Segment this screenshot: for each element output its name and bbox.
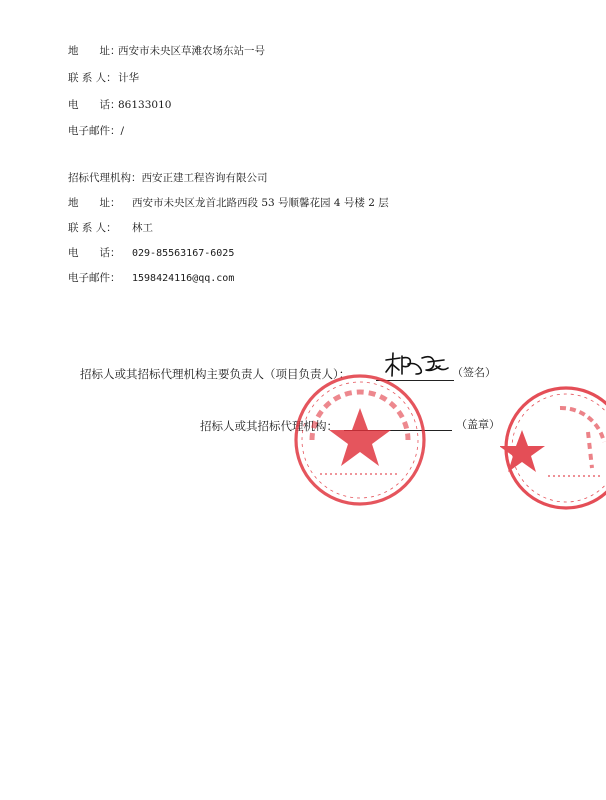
tenderer-contact-label: 联 系 人： [68, 72, 117, 84]
company-seal-stamp [290, 370, 430, 510]
agency-contact-row [68, 221, 153, 235]
agency-address-row [68, 196, 389, 210]
responsible-person-label: 招标人或其招标代理机构主要负责人（项目负责人）： [80, 367, 351, 381]
tenderer-email-label: 电子邮件： [68, 125, 121, 137]
agency-email: 1598424116@qq.com [132, 273, 235, 284]
agency-org-label: 招标代理机构： [68, 172, 142, 184]
tenderer-phone: 86133010 [118, 99, 172, 111]
agency-contact-label: 联 系 人： [68, 222, 117, 234]
tenderer-contact-row [68, 71, 139, 85]
agency-email-row [68, 271, 234, 286]
agency-contact: 林工 [132, 222, 153, 234]
seal-note: （盖章） [456, 418, 500, 431]
agency-org-row [68, 171, 268, 185]
agency-seal-label: 招标人或其招标代理机构： [200, 419, 338, 433]
agency-phone-label: 电 话： [68, 247, 121, 259]
agency-phone-row [68, 246, 234, 261]
sign-note: （签名） [452, 366, 496, 379]
agency-phone: 029-85563167-6025 [132, 248, 235, 259]
tenderer-email: / [120, 125, 125, 137]
tenderer-phone-label: 电 话： [68, 99, 121, 111]
agency-address: 西安市未央区龙首北路西段 53 号顺馨花园 4 号楼 2 层 [132, 197, 389, 209]
tenderer-contact: 计华 [118, 72, 139, 84]
tenderer-address: 西安市未央区草滩农场东站一号 [118, 45, 265, 57]
agency-email-label: 电子邮件： [68, 272, 121, 284]
tenderer-address-label: 地 址： [68, 45, 121, 57]
tenderer-address-row [68, 44, 265, 58]
partial-seal-stamp [500, 382, 606, 514]
agency-org: 西安正建工程咨询有限公司 [141, 172, 268, 184]
tenderer-email-row [68, 124, 124, 138]
tenderer-phone-row [68, 98, 171, 112]
agency-address-label: 地 址： [68, 197, 121, 209]
